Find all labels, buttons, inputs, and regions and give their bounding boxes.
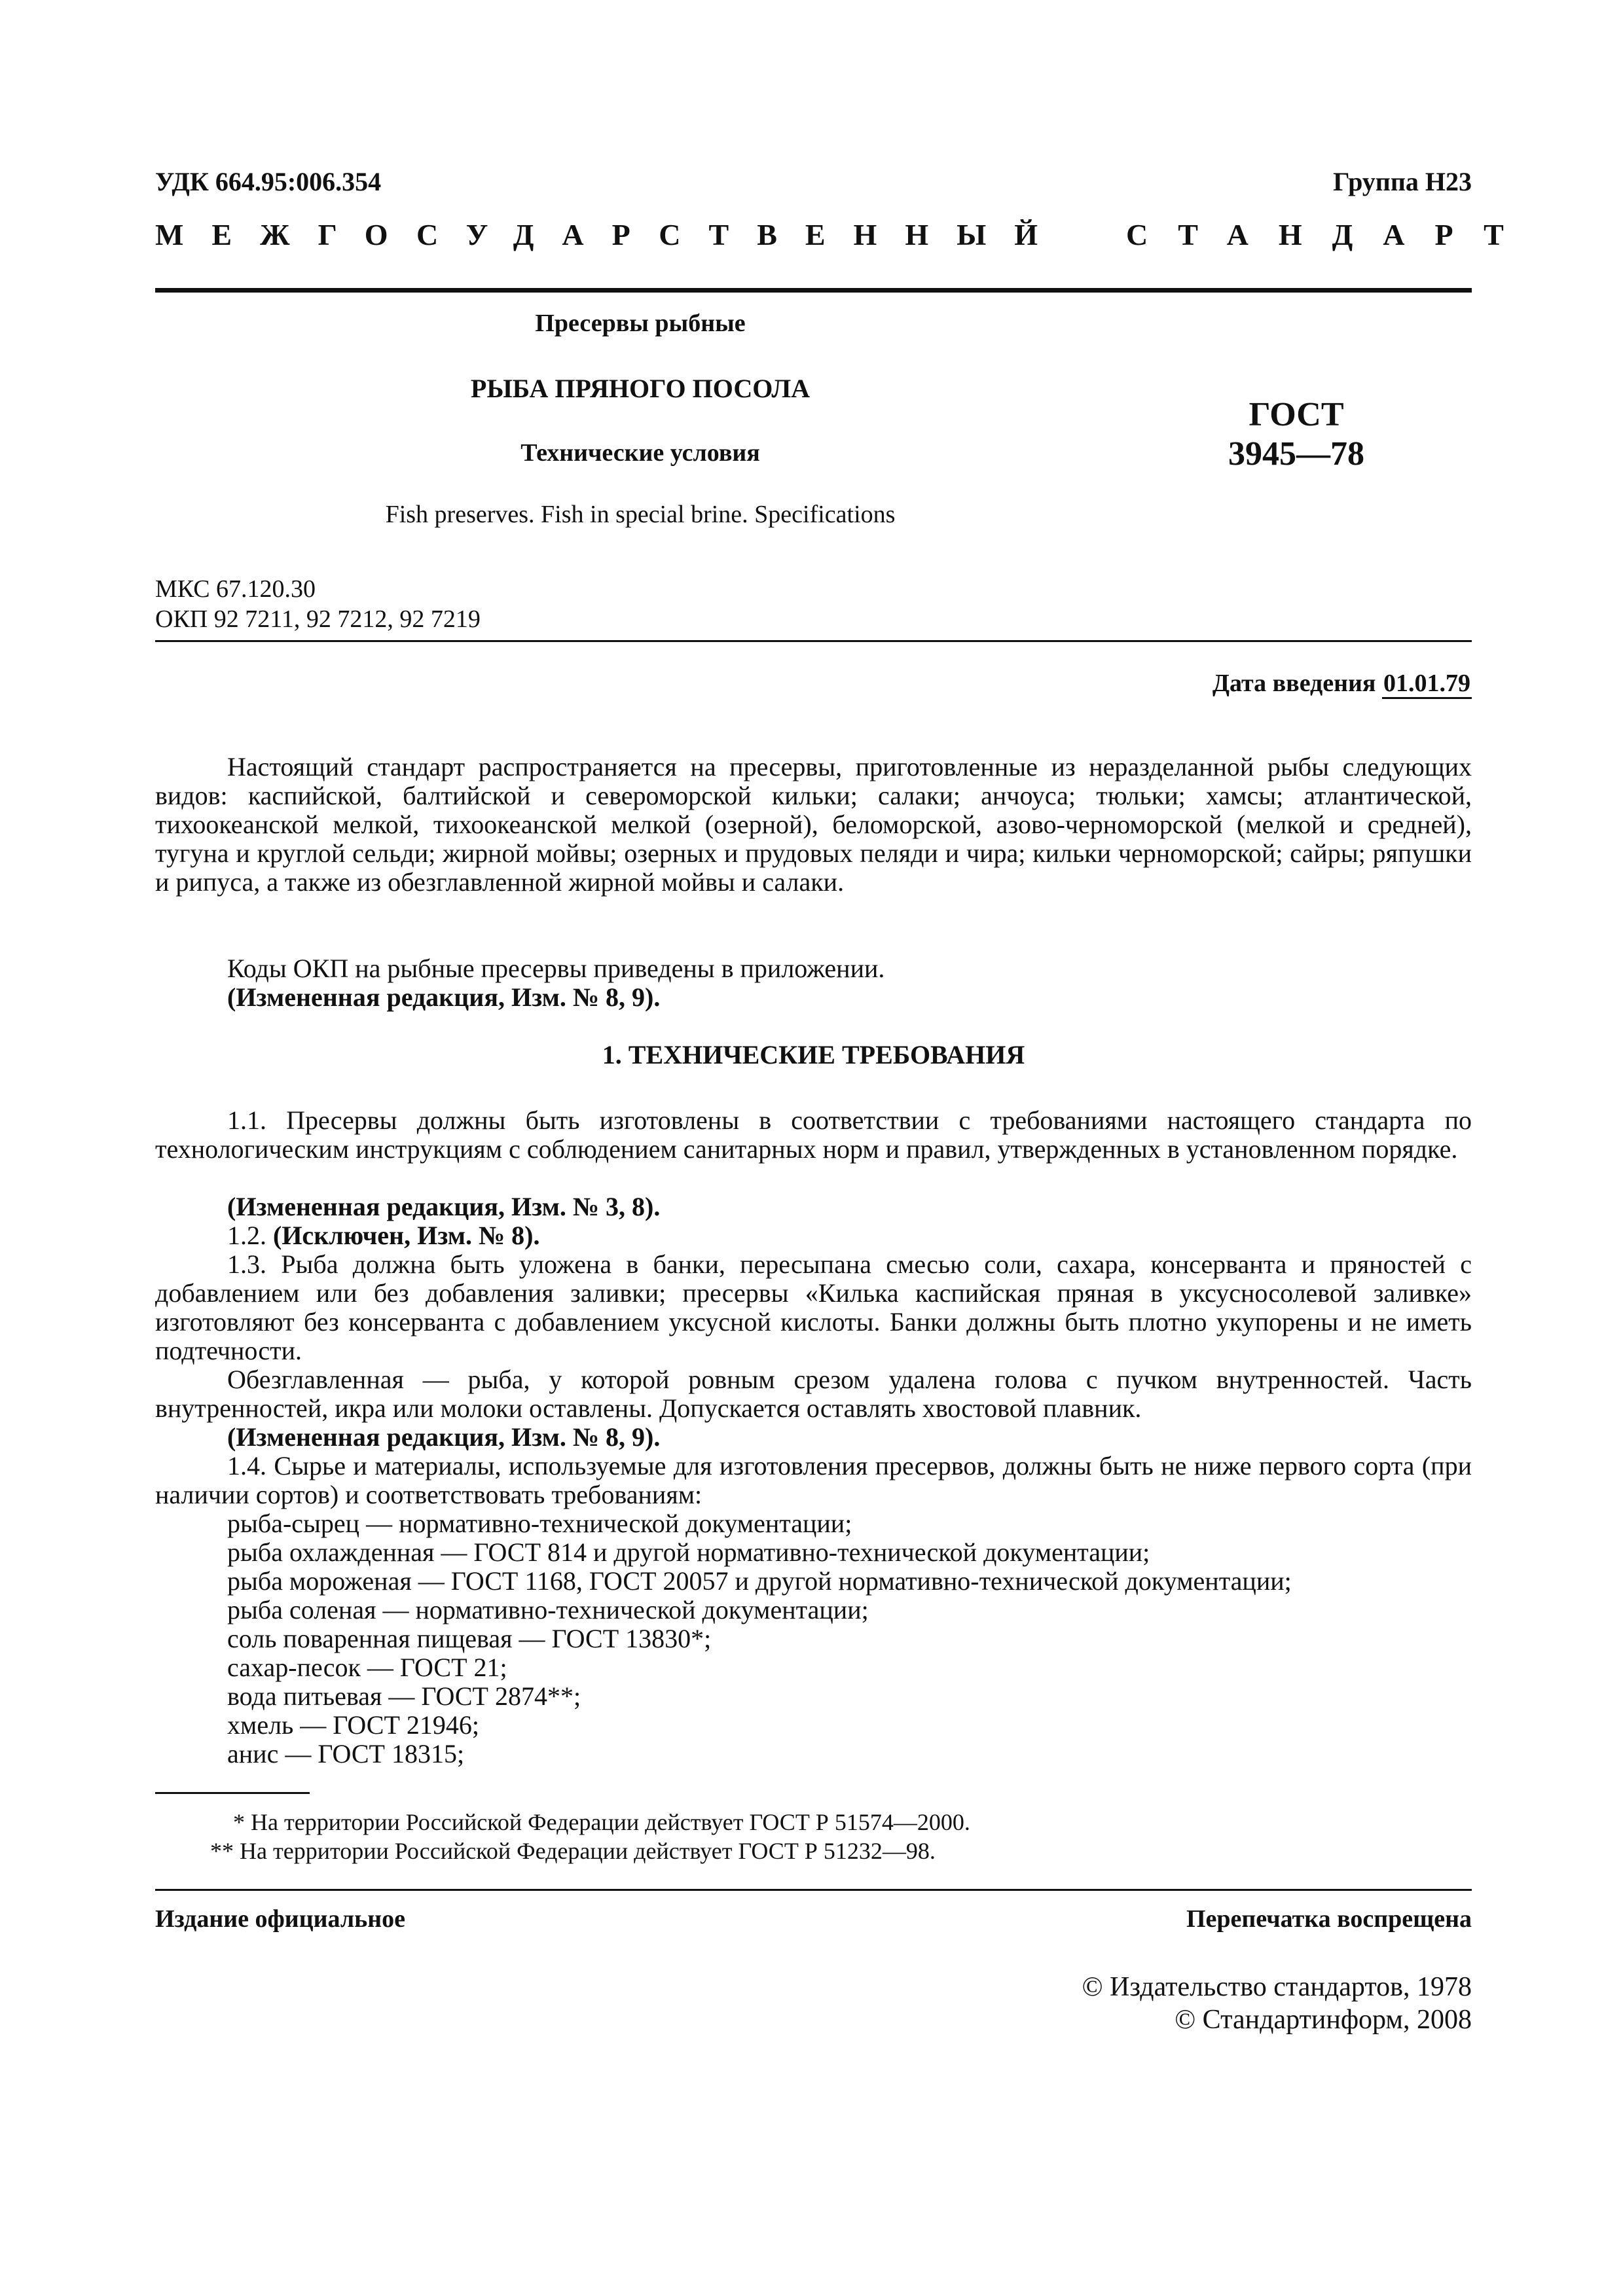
gost-number: 3945—78 (1228, 435, 1364, 473)
footnote-separator (155, 1792, 310, 1794)
udk-code: УДК 664.95:006.354 (155, 167, 382, 196)
intro-date-value: 01.01.79 (1382, 670, 1472, 699)
headless-definition: Обезглавленная — рыба, у которой ровным срезом удалена голова с пучком внутренностей. Часть внутренностей, икра или молоки оставлены. Допускается оставлять хвостовой плавник. (155, 1365, 1472, 1423)
group-code: Группа Н23 (1333, 167, 1472, 196)
amendment-note: (Измененная редакция, Изм. № 8, 9). (227, 1422, 661, 1452)
list-item: соль поваренная пищевая — ГОСТ 13830*; (227, 1624, 712, 1653)
footer-rule (155, 1889, 1472, 1891)
clause-1-1: 1.1. Пресервы должны быть изготовлены в соответствии с требованиями настоящего стандарта по технологическим инструкциям с соблюдением санитарных норм и правил, утвержденных в установленном порядке. (155, 1105, 1472, 1164)
official-edition: Издание официальное (155, 1905, 406, 1933)
interstate-heading: МЕЖГОСУДАРСТВЕННЫЙ (155, 218, 1067, 251)
list-item: рыба охлажденная — ГОСТ 814 и другой нормативно-технической документации; (227, 1537, 1150, 1567)
header-rule (155, 288, 1472, 293)
copyright-standartinform: © Стандартинформ, 2008 (1175, 2005, 1472, 2035)
scope-paragraph: Настоящий стандарт распространяется на пресервы, приготовленные из неразделанной рыбы следующих видов: каспийской, балтийской и североморской кильки; салаки; анчоуса; тюльки; хамсы; атлантической, тихоокеанской мелкой, тихоокеанской мелкой (озерной), беломорской, азово-черноморской (мелкой и средней), тугуна и круглой сельди; жирной мойвы; озерных и прудовых пеляди и чира; кильки черноморской; сайры; ряпушки и рипуса, а также из обезглавленной жирной мойвы и салаки. (155, 752, 1472, 897)
clause-1-3: 1.3. Рыба должна быть уложена в банки, пересыпана смесью соли, сахара, консерванта и пряностей с добавлением или без добавления заливки; пресервы «Килька каспийская пряная в уксусносолевой заливке» изготовляют без консерванта с добавлением уксусной кислоты. Банки должны быть плотно укупорены и не иметь подтечности. (155, 1249, 1472, 1365)
footnote: * На территории Российской Федерации действует ГОСТ Р 51574—2000. (233, 1809, 970, 1835)
clause-1-2-number: 1.2. (227, 1221, 266, 1250)
footnote: ** На территории Российской Федерации действует ГОСТ Р 51232—98. (210, 1838, 936, 1864)
list-item: сахар-песок — ГОСТ 21; (227, 1653, 507, 1682)
intro-date (1213, 669, 1472, 698)
amendment-note: (Измененная редакция, Изм. № 3, 8). (227, 1192, 661, 1221)
section-title: 1. ТЕХНИЧЕСКИЕ ТРЕБОВАНИЯ (602, 1040, 1025, 1069)
gost-label: ГОСТ (1249, 396, 1344, 433)
intro-date-label: Дата введения (1212, 670, 1376, 697)
clause-1-2 (227, 1221, 539, 1250)
mks-code: МКС 67.120.30 (155, 575, 316, 603)
reprint-prohibited: Перепечатка воспрещена (1186, 1905, 1472, 1933)
list-item: рыба соленая — нормативно-технической документации; (227, 1595, 869, 1624)
clause-1-4: 1.4. Сырье и материалы, используемые для изготовления пресервов, должны быть не ниже первого сорта (при наличии сортов) и соответствовать требованиям: (155, 1451, 1472, 1509)
list-item: вода питьевая — ГОСТ 2874**; (227, 1681, 581, 1711)
okp-code: ОКП 92 7211, 92 7212, 92 7219 (155, 605, 481, 633)
copyright-publisher: © Издательство стандартов, 1978 (1082, 1972, 1472, 2002)
title-main: РЫБА ПРЯНОГО ПОСОЛА (470, 374, 811, 403)
list-item: рыба-сырец — нормативно-технической документации; (227, 1509, 852, 1538)
list-item: рыба мороженая — ГОСТ 1168, ГОСТ 20057 и другой нормативно-технической документации; (227, 1566, 1292, 1596)
list-item: хмель — ГОСТ 21946; (227, 1710, 479, 1740)
title-product: Пресервы рыбные (535, 310, 746, 337)
title-subtitle: Технические условия (520, 439, 760, 467)
clause-1-2-text: (Исключен, Изм. № 8). (273, 1221, 540, 1250)
list-item: анис — ГОСТ 18315; (227, 1739, 465, 1768)
codes-rule (155, 640, 1472, 642)
okp-note: Коды ОКП на рыбные пресервы приведены в приложении. (227, 954, 885, 983)
standard-heading: СТАНДАРТ (1126, 218, 1534, 251)
title-english: Fish preserves. Fish in special brine. Specifications (385, 501, 896, 528)
amendment-note: (Измененная редакция, Изм. № 8, 9). (227, 982, 661, 1012)
